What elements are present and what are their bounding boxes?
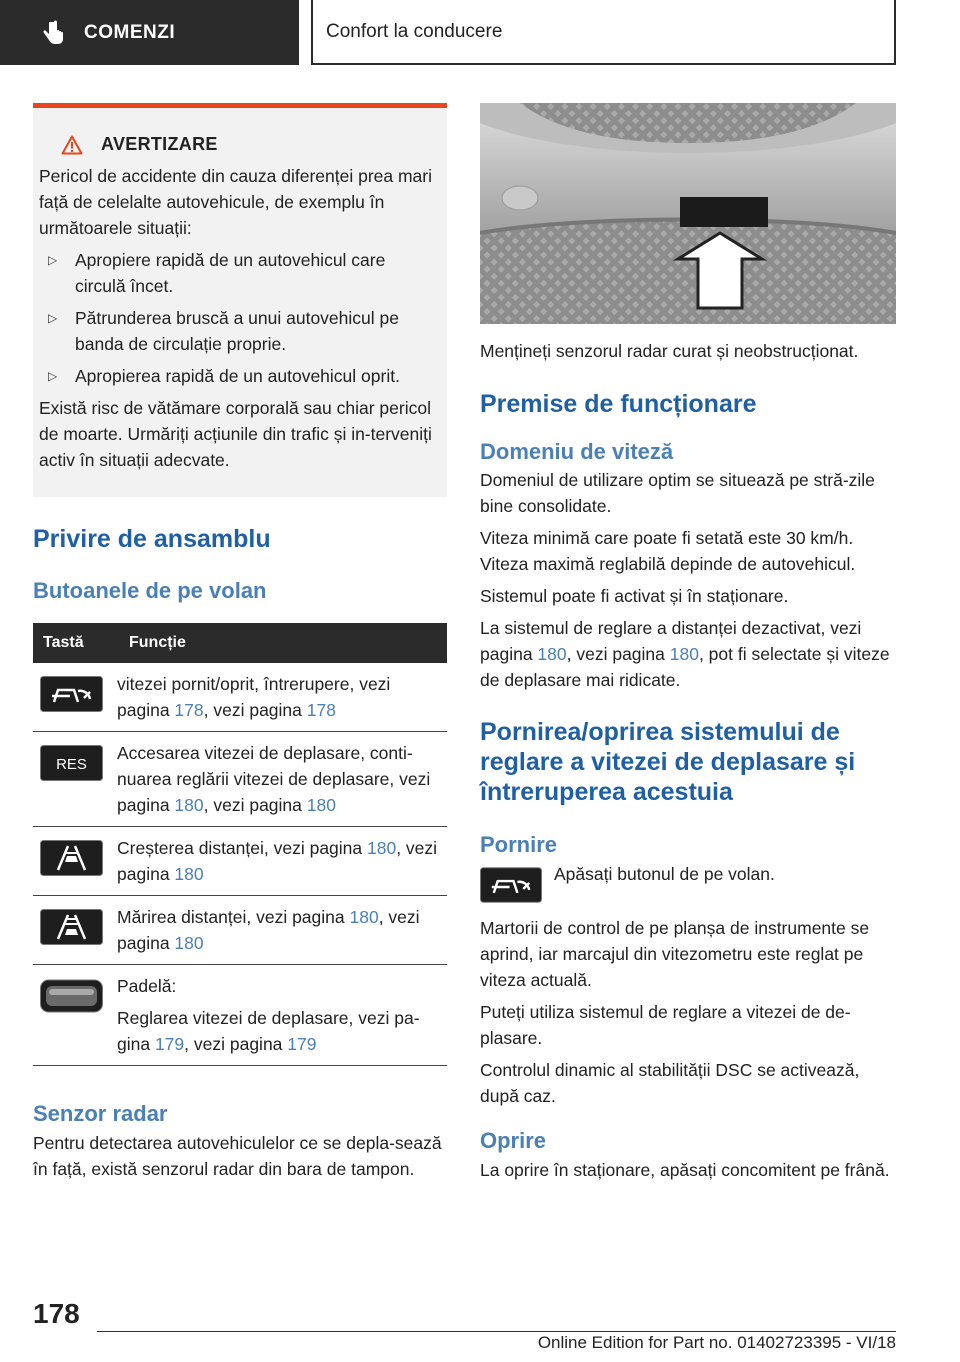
startstop-heading: Pornirea/oprirea sistemului de reglare a vitezei de deplasare și întreruperea acestuia xyxy=(480,718,856,806)
stop-text: La oprire în staționare, apăsați concomitent pe frână. xyxy=(480,1160,890,1180)
page-link[interactable]: 180 xyxy=(174,933,204,953)
premises-heading: Premise de funcționare xyxy=(480,390,757,418)
cruise-control-icon xyxy=(480,867,542,903)
list-item: ▷ Apropierea rapidă de un autovehicul oprit. xyxy=(39,363,435,389)
stop-subheading: Oprire xyxy=(480,1128,547,1153)
radar-heading: Senzor radar xyxy=(33,1101,168,1126)
hand-pointer-icon xyxy=(40,20,66,46)
list-item: ▷ Apropiere rapidă de un autovehicul care circulă încet. xyxy=(39,247,435,299)
paragraph: La sistemul de reglare a distanței dezactivat, vezi pagina 180, vezi pagina 180, pot fi selectate și viteze de deplasare mai ridicate. xyxy=(480,618,890,690)
footer-divider xyxy=(97,1331,896,1332)
distance-decrease-icon xyxy=(40,840,103,876)
start-action-row xyxy=(480,861,896,903)
section-label: COMENZI xyxy=(84,21,176,43)
paragraph: Domeniul de utilizare optim se situează pe stră-zile bine consolidate. xyxy=(480,470,875,516)
page-link[interactable]: 180 xyxy=(349,907,379,927)
radar-sensor-photo xyxy=(480,103,896,324)
warning-outro: Există risc de vătămare corporală sau chiar pericol de moarte. Urmăriți acțiunile din trafic și in-terveniți activ în situații adecvate. xyxy=(39,398,432,470)
radar-text: Pentru detectarea autovehiculelor ce se depla-sează în față, există senzorul radar din bara de tampon. xyxy=(33,1133,442,1179)
table-header-key: Tastă xyxy=(33,623,117,663)
page-number: 178 xyxy=(33,1298,80,1329)
distance-increase-icon xyxy=(40,909,103,945)
table-row: RES Accesarea vitezei de deplasare, conti-nuarea reglării vitezei de deplasare, vezi pagina 180, vezi pagina 180 xyxy=(33,732,447,827)
section-tab xyxy=(0,0,299,65)
page-link[interactable]: 180 xyxy=(537,644,567,664)
table-row: vitezei pornit/oprit, întrerupere, vezi pagina 178, vezi pagina 178 xyxy=(33,663,447,732)
buttons-table xyxy=(33,623,447,1066)
bullet-triangle-icon: ▷ xyxy=(48,369,58,383)
edition-note: Online Edition for Part no. 01402723395 - VI/18 xyxy=(537,1333,896,1352)
paddle-label: Padelă: xyxy=(117,976,177,996)
rocker-paddle-icon xyxy=(40,978,103,1014)
res-label: RES xyxy=(56,756,87,773)
page-link[interactable]: 179 xyxy=(287,1034,317,1054)
paragraph: Sistemul poate fi activat și în staționare. xyxy=(480,586,789,606)
paragraph: Puteți utiliza sistemul de reglare a vitezei de de-plasare. xyxy=(480,1002,851,1048)
buttons-subheading: Butoanele de pe volan xyxy=(33,578,267,603)
warning-box xyxy=(33,103,447,497)
page-link[interactable]: 180 xyxy=(174,795,204,815)
overview-heading: Privire de ansamblu xyxy=(33,525,271,553)
right-column xyxy=(480,103,896,1183)
table-row: Padelă: Reglarea vitezei de deplasare, vezi pa-gina 179, vezi pagina 179 xyxy=(33,965,447,1066)
cruise-control-icon xyxy=(40,676,103,712)
bullet-triangle-icon: ▷ xyxy=(48,311,58,325)
warning-triangle-icon xyxy=(61,135,83,155)
warning-list xyxy=(39,247,435,389)
start-action-text: Apăsați butonul de pe volan. xyxy=(554,864,775,884)
page-link[interactable]: 178 xyxy=(306,700,336,720)
table-row: Creșterea distanței, vezi pagina 180, vezi pagina 180 xyxy=(33,827,447,896)
page-link[interactable]: 180 xyxy=(174,864,204,884)
page-link[interactable]: 180 xyxy=(669,644,699,664)
res-button-icon xyxy=(40,745,103,781)
table-header-function: Funcție xyxy=(117,623,447,663)
page-link[interactable]: 180 xyxy=(367,838,397,858)
chapter-tab xyxy=(311,0,896,65)
table-row: Mărirea distanței, vezi pagina 180, vezi pagina 180 xyxy=(33,896,447,965)
page-link[interactable]: 180 xyxy=(306,795,336,815)
page-link[interactable]: 178 xyxy=(174,700,204,720)
page-link[interactable]: 179 xyxy=(154,1034,185,1054)
warning-header xyxy=(61,134,435,155)
warning-intro: Pericol de accidente din cauza diferenței prea mari față de celelalte autovehicule, de exemplu în următoarele situații: xyxy=(39,166,432,238)
paragraph: Controlul dinamic al stabilității DSC se activează, după caz. xyxy=(480,1060,860,1106)
speed-range-subheading: Domeniu de viteză xyxy=(480,439,674,464)
warning-title: AVERTIZARE xyxy=(101,134,218,154)
left-column xyxy=(33,103,447,1182)
bullet-triangle-icon: ▷ xyxy=(48,253,58,267)
paragraph: Martorii de control de pe planșa de instrumente se aprind, iar marcajul din vitezometru este reglat pe viteza actuală. xyxy=(480,918,870,990)
start-subheading: Pornire xyxy=(480,832,558,857)
list-item: ▷ Pătrunderea bruscă a unui autovehicul pe banda de circulație proprie. xyxy=(39,305,435,357)
radar-caption: Mențineți senzorul radar curat și neobstrucționat. xyxy=(480,341,859,361)
paragraph: Viteza minimă care poate fi setată este 30 km/h. Viteza maximă reglabilă depinde de autovehicul. xyxy=(480,528,856,574)
chapter-title: Confort la conducere xyxy=(326,20,503,42)
